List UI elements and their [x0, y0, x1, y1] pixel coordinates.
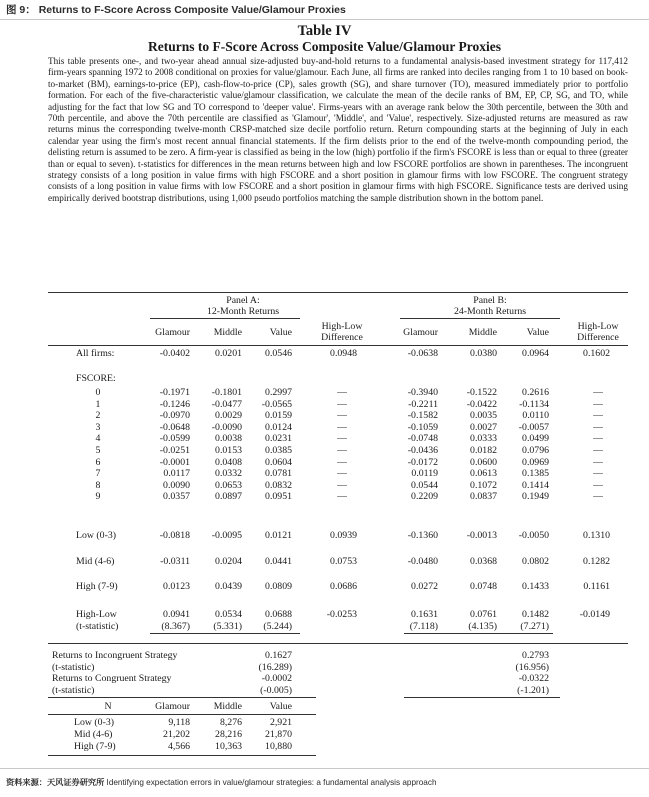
- group-1-b-2: 0.0802: [522, 556, 549, 567]
- tstat-underline-b: [404, 633, 553, 634]
- high-low-a-0: 0.0941: [163, 609, 190, 620]
- strategy-top-rule: [48, 643, 628, 644]
- group-1-a-1: 0.0204: [215, 556, 242, 567]
- tstat-a-2: (5.244): [263, 621, 292, 632]
- fscore-8-a-0: 0.0090: [163, 479, 190, 491]
- fscore-7-b-0: 0.0119: [411, 468, 438, 480]
- col-header-a-value: Value: [269, 327, 292, 338]
- high-low-b-1: 0.0761: [470, 609, 497, 620]
- fscore-5-b-2: 0.0796: [522, 445, 549, 456]
- counts-0-0: 9,118: [168, 717, 190, 728]
- col-header-b-glamour: Glamour: [403, 327, 438, 338]
- group-0-a-1: -0.0095: [211, 530, 242, 541]
- fscore-0-b-2: 0.2616: [522, 387, 549, 398]
- high-low-a-2: 0.0688: [265, 609, 292, 620]
- panel-a-sub: 12-Month Returns: [206, 306, 280, 317]
- counts-label-2: High (7-9): [74, 740, 116, 752]
- high-low-b-0: 0.1631: [411, 609, 438, 620]
- fscore-0-a-0: -0.1971: [159, 387, 190, 398]
- group-0-a-0: -0.0818: [159, 530, 190, 541]
- counts-1-0: 21,202: [163, 728, 190, 740]
- fscore-score-3: 3: [95, 421, 101, 433]
- strategy-b-3: (-1.201): [517, 684, 549, 696]
- all-firms-b-1: 0.0380: [470, 348, 497, 359]
- fscore-2-b-1: 0.0035: [470, 410, 497, 422]
- all-firms-b-0: -0.0638: [407, 348, 438, 359]
- fscore-8-a-1: 0.0653: [215, 479, 242, 491]
- fscore-6-a-2: 0.0604: [265, 456, 292, 468]
- fscore-9-b-dash: —: [593, 491, 603, 503]
- group-0-b-0: -0.1360: [407, 530, 438, 541]
- group-0-b-1: -0.0013: [466, 530, 497, 541]
- fscore-3-a-dash: —: [337, 421, 347, 433]
- fscore-1-b-2: -0.1134: [519, 398, 549, 410]
- fscore-9-a-2: 0.0951: [265, 491, 292, 503]
- fscore-1-a-1: -0.0477: [211, 398, 242, 410]
- group-label-1: Mid (4-6): [76, 556, 115, 567]
- source-label: 资料来源：天风证券研究所: [6, 778, 105, 787]
- fscore-7-a-dash: —: [337, 468, 347, 480]
- high-low-label: High-Low: [76, 609, 117, 620]
- strategy-label-3: (t-statistic): [52, 684, 95, 696]
- fscore-score-6: 6: [95, 456, 101, 468]
- fscore-8-a-2: 0.0832: [265, 479, 292, 491]
- strategy-a-2: -0.0002: [261, 673, 292, 685]
- strategy-a-0: 0.1627: [265, 650, 292, 661]
- table-number: Table IV: [297, 23, 352, 39]
- fscore-6-b-dash: —: [593, 456, 603, 468]
- fscore-0-b-1: -0.1522: [466, 387, 497, 398]
- counts-label-0: Low (0-3): [74, 717, 114, 728]
- tstat-b-2: (7.271): [520, 621, 549, 632]
- fscore-5-b-0: -0.0436: [407, 445, 438, 456]
- fscore-6-b-2: 0.0969: [522, 456, 549, 468]
- counts-0-1: 8,276: [219, 717, 242, 728]
- group-label-0: Low (0-3): [76, 530, 116, 541]
- panel-b-sub: 24-Month Returns: [453, 306, 527, 317]
- fscore-6-b-1: 0.0600: [470, 456, 497, 468]
- fscore-9-b-0: 0.2209: [411, 491, 438, 503]
- tstat-b-1: (4.135): [468, 621, 497, 632]
- fscore-4-a-1: 0.0038: [215, 433, 242, 445]
- col-header-b-middle: Middle: [468, 327, 497, 338]
- fscore-9-a-0: 0.0357: [163, 491, 190, 503]
- fscore-4-a-0: -0.0599: [159, 433, 190, 445]
- high-low-tstat-label: (t-statistic): [76, 621, 119, 632]
- fscore-4-b-1: 0.0333: [470, 433, 497, 445]
- group-2-b-1: 0.0748: [470, 581, 497, 592]
- group-1-a-2: 0.0441: [265, 556, 292, 567]
- group-0-b-2: -0.0050: [518, 530, 549, 541]
- table-description: This table presents one-, and two-year ahead annual size-adjusted buy-and-hold returns to a fundamental analysis-based investment strategy for 117,412 firm-years spanning 1972 to 2008 conditional on proxies for value/glamour. Each June, all firms are ranked into deciles ranging from 1 to 10 based on book-to-market (BM), earnings-to-price (EP), cash-flow-to-price (CP), sales growth (SG), and share turnover (TO), measured immediately prior to portfolio formation. For each of the five-characteristic value/glamour classification, we calculate the mean of the decile ranks of BM, EP, CP, SG, and TO, while adjusting for the fact that low SG and TO correspond to 'deeper value'. Firms-years with an average rank below the 30th percentile, between the 30th and 70th percentile, and above the 70th percentile are classified as 'Glamour', 'Middle', and 'Value', respectively. Size-adjusted returns are measured as raw returns minus the corresponding twelve-month CRSP-matched size decile portfolio return. Return compounding starts at the beginning of July in each calendar year using the firm's most recent annual financial statements. If the firm delists prior to the end of the twelve-month compounding period, the delisting return is assumed to be zero. A firm-year is classified as being in the low (high) portfolio if the firm's FSCORE is less than or equal to three (greater than or equal to seven). t-statistics for differences in the mean returns between high and low FSCORE portfolios are shown in parentheses. The incongruent strategy consists of a long position in value firms with high FSCORE and a short position in glamour firms with low FSCORE. The congruent strategy consists of a long position in value firms with low FSCORE and a short position in glamour firms with high FSCORE. Significance tests are derived using empirically derived bootstrap distributions, using 1,000 pseudo portfolios matching the sample distribution shown in the bottom panel.: [48, 56, 628, 203]
- figure-title: Returns to F-Score Across Composite Value/Glamour Proxies: [38, 4, 346, 16]
- fscore-7-b-dash: —: [593, 468, 603, 480]
- fscore-8-b-dash: —: [593, 479, 603, 491]
- fscore-label: FSCORE:: [76, 373, 116, 384]
- fscore-5-b-1: 0.0182: [470, 445, 497, 456]
- counts-2-1: 10,363: [215, 740, 242, 752]
- all-firms-b-2: 0.0964: [522, 348, 549, 359]
- counts-header-rule: [48, 714, 316, 715]
- group-2-a-1: 0.0439: [215, 581, 242, 592]
- col-header-a-middle: Middle: [213, 327, 242, 338]
- group-2-a-2: 0.0809: [265, 581, 292, 592]
- group-2-b-diff: 0.1161: [583, 581, 610, 592]
- source-text: Identifying expectation errors in value/glamour strategies: a fundamental analysis approach: [106, 778, 437, 787]
- high-low-b-2: 0.1482: [522, 609, 549, 620]
- fscore-7-b-2: 0.1385: [522, 468, 549, 480]
- counts-2-0: 4,566: [167, 740, 190, 752]
- diff-header-b-2: Difference: [577, 332, 619, 343]
- strategy-label-2: Returns to Congruent Strategy: [52, 673, 172, 685]
- fscore-4-b-2: 0.0499: [522, 433, 549, 445]
- figure-label: 图 9：: [6, 4, 36, 16]
- strategy-bottom-rule: [48, 697, 316, 698]
- counts-header-glamour: Glamour: [155, 701, 190, 712]
- fscore-0-b-0: -0.3940: [407, 387, 438, 398]
- fscore-0-a-1: -0.1801: [211, 387, 242, 398]
- tstat-a-1: (5.331): [213, 621, 242, 632]
- panel-a-rule: [150, 318, 300, 319]
- counts-0-2: 2,921: [269, 717, 292, 728]
- fscore-6-a-0: -0.0001: [159, 456, 190, 468]
- group-2-a-diff: 0.0686: [330, 581, 357, 592]
- header-rule: [48, 345, 628, 346]
- fscore-8-b-0: 0.0544: [411, 479, 438, 491]
- group-0-b-diff: 0.1310: [583, 530, 610, 541]
- fscore-8-a-dash: —: [337, 479, 347, 491]
- counts-1-1: 28,216: [215, 728, 242, 740]
- group-0-a-2: 0.0121: [265, 530, 292, 541]
- strategy-b-2: -0.0322: [518, 673, 549, 685]
- strategy-b-1: (16.956): [515, 661, 549, 673]
- fscore-1-b-0: -0.2211: [408, 398, 438, 410]
- fscore-score-1: 1: [95, 398, 101, 410]
- table-top-rule: [48, 292, 628, 293]
- counts-2-2: 10,880: [265, 740, 292, 752]
- all-firms-a-diff: 0.0948: [330, 348, 357, 359]
- group-1-b-0: -0.0480: [407, 556, 438, 567]
- fscore-3-b-dash: —: [593, 421, 603, 433]
- fscore-2-a-1: 0.0029: [215, 410, 242, 422]
- fscore-2-b-0: -0.1582: [407, 410, 438, 422]
- fscore-7-b-1: 0.0613: [470, 468, 497, 480]
- fscore-3-b-0: -0.1059: [407, 421, 438, 433]
- group-0-a-diff: 0.0939: [330, 530, 357, 541]
- fscore-5-a-0: -0.0251: [159, 445, 190, 456]
- fscore-0-a-dash: —: [337, 387, 347, 398]
- fscore-5-b-dash: —: [593, 445, 603, 456]
- figure-caption: [0, 0, 649, 20]
- fscore-3-b-1: 0.0027: [470, 421, 497, 433]
- fscore-5-a-2: 0.0385: [265, 445, 292, 456]
- fscore-score-7: 7: [95, 468, 101, 480]
- panel-a-label: Panel A:: [226, 295, 260, 306]
- table-bottom-rule: [48, 755, 316, 756]
- group-2-a-0: 0.0123: [163, 581, 190, 592]
- fscore-1-a-dash: —: [337, 398, 347, 410]
- fscore-5-a-1: 0.0153: [215, 445, 242, 456]
- fscore-4-a-dash: —: [337, 433, 347, 445]
- diff-header-b-1: High-Low: [577, 321, 619, 332]
- high-low-a-1: 0.0534: [215, 609, 242, 620]
- strategy-b-0: 0.2793: [522, 650, 549, 661]
- fscore-4-a-2: 0.0231: [265, 433, 292, 445]
- counts-label-1: Mid (4-6): [74, 728, 113, 740]
- source-footer: [0, 768, 649, 797]
- fscore-2-a-0: -0.0970: [159, 410, 190, 422]
- tstat-underline-a: [150, 633, 300, 634]
- fscore-4-b-0: -0.0748: [407, 433, 438, 445]
- strategy-label-0: Returns to Incongruent Strategy: [52, 650, 178, 661]
- fscore-8-b-1: 0.1072: [470, 479, 497, 491]
- diff-header-a-2: Difference: [321, 332, 363, 343]
- fscore-1-a-2: -0.0565: [261, 398, 292, 410]
- fscore-4-b-dash: —: [593, 433, 603, 445]
- fscore-9-b-1: 0.0837: [470, 491, 497, 503]
- high-low-b-diff: -0.0149: [579, 609, 610, 620]
- panel-b-rule: [400, 318, 560, 319]
- fscore-3-a-2: 0.0124: [265, 421, 292, 433]
- counts-header-value: Value: [269, 701, 292, 712]
- group-2-b-0: 0.0272: [411, 581, 438, 592]
- strategy-a-1: (16.289): [258, 661, 292, 673]
- fscore-7-a-1: 0.0332: [215, 468, 242, 480]
- high-low-a-diff: -0.0253: [326, 609, 357, 620]
- counts-1-2: 21,870: [265, 728, 292, 740]
- fscore-2-b-2: 0.0110: [522, 410, 549, 422]
- fscore-3-b-2: -0.0057: [518, 421, 549, 433]
- strategy-label-1: (t-statistic): [52, 661, 95, 673]
- fscore-7-a-2: 0.0781: [265, 468, 292, 480]
- fscore-score-2: 2: [95, 410, 101, 422]
- fscore-0-b-dash: —: [593, 387, 603, 398]
- fscore-score-4: 4: [95, 433, 101, 445]
- fscore-8-b-2: 0.1414: [522, 479, 549, 491]
- all-firms-a-0: -0.0402: [159, 348, 190, 359]
- fscore-1-b-1: -0.0422: [466, 398, 497, 410]
- fscore-score-0: 0: [95, 387, 101, 398]
- counts-header-middle: Middle: [213, 701, 242, 712]
- fscore-6-a-1: 0.0408: [215, 456, 242, 468]
- fscore-9-a-1: 0.0897: [215, 491, 242, 503]
- fscore-2-a-2: 0.0159: [265, 410, 292, 422]
- fscore-score-8: 8: [95, 479, 101, 491]
- strategy-bottom-rule-b: [404, 697, 560, 698]
- table-title: Returns to F-Score Across Composite Value/Glamour Proxies: [148, 39, 501, 54]
- row-label-all-firms: All firms:: [76, 348, 115, 359]
- fscore-2-a-dash: —: [337, 410, 347, 422]
- fscore-6-b-0: -0.0172: [407, 456, 438, 468]
- col-header-a-glamour: Glamour: [155, 327, 190, 338]
- tstat-b-0: (7.118): [409, 621, 438, 632]
- fscore-1-a-0: -0.1246: [159, 398, 190, 410]
- fscore-1-b-dash: —: [593, 398, 603, 410]
- fscore-9-b-2: 0.1949: [522, 491, 549, 503]
- fscore-7-a-0: 0.0117: [163, 468, 190, 480]
- fscore-6-a-dash: —: [337, 456, 347, 468]
- all-firms-a-2: 0.0546: [265, 348, 292, 359]
- fscore-3-a-1: -0.0090: [211, 421, 242, 433]
- fscore-3-a-0: -0.0648: [159, 421, 190, 433]
- group-1-a-diff: 0.0753: [330, 556, 357, 567]
- group-1-a-0: -0.0311: [160, 556, 190, 567]
- fscore-score-5: 5: [95, 445, 101, 456]
- diff-header-a-1: High-Low: [321, 321, 363, 332]
- strategy-a-3: (-0.005): [260, 684, 292, 696]
- group-1-b-1: 0.0368: [470, 556, 497, 567]
- fscore-5-a-dash: —: [337, 445, 347, 456]
- fscore-0-a-2: 0.2997: [265, 387, 292, 398]
- group-2-b-2: 0.1433: [522, 581, 549, 592]
- all-firms-a-1: 0.0201: [215, 348, 242, 359]
- fscore-score-9: 9: [95, 491, 101, 503]
- counts-header-n: N: [104, 701, 112, 712]
- fscore-9-a-dash: —: [337, 491, 347, 503]
- tstat-a-0: (8.367): [161, 621, 190, 632]
- fscore-2-b-dash: —: [593, 410, 603, 422]
- group-label-2: High (7-9): [76, 581, 118, 592]
- panel-b-label: Panel B:: [473, 295, 507, 306]
- col-header-b-value: Value: [526, 327, 549, 338]
- group-1-b-diff: 0.1282: [583, 556, 610, 567]
- all-firms-b-diff: 0.1602: [583, 348, 610, 359]
